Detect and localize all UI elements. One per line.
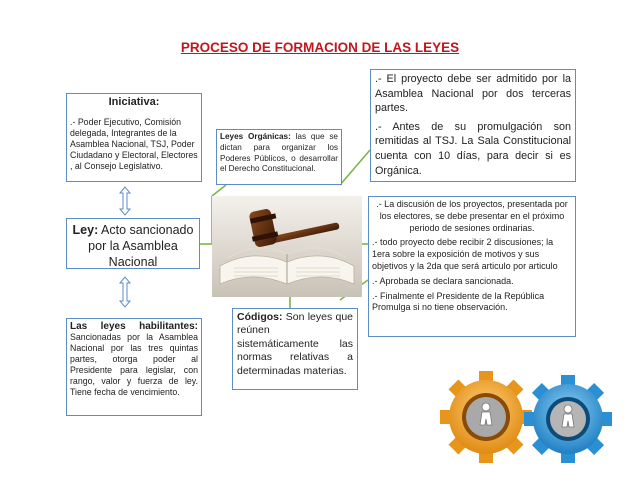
discusion-line-3: .- Aprobada se declara sancionada. xyxy=(372,275,514,286)
book-gavel-icon xyxy=(212,196,362,297)
ley-box xyxy=(66,218,200,269)
admision-box xyxy=(370,69,576,182)
discusion-line-2: .- todo proyecto debe recibir 2 discusiones; la 1era sobre la exposición de motivos y sus objetivos y la 2da que será articulo por articulo xyxy=(372,237,558,271)
connector-admision xyxy=(340,150,370,185)
codigos-box xyxy=(232,308,358,390)
habilitantes-label: Las leyes habilitantes: xyxy=(70,321,198,332)
double-arrow-icon xyxy=(118,186,132,216)
iniciativa-box xyxy=(66,93,202,182)
codigos-text: Son leyes que reúnen sistemáticamente las normas relativas a determinadas materias. xyxy=(237,311,353,377)
admision-line-1: .- El proyecto debe ser admitido por la Asamblea Nacional por dos terceras partes. xyxy=(375,73,571,115)
connector-organicas xyxy=(212,185,226,196)
ley-text: Acto sancionado por la Asamblea Nacional xyxy=(88,223,194,269)
admision-line-2: .- Antes de su promulgación son remitidas al TSJ. La Sala Constitucional cuenta con 10 días, para decir si es Orgánica. xyxy=(375,120,571,177)
ley-label: Ley: xyxy=(72,223,99,237)
discusion-line-1: .- La discusión de los proyectos, presentada por los electores, se debe presentar en el próximo periodo de sesiones ordinarias. xyxy=(376,199,568,233)
discusion-line-4: .- Finalmente el Presidente de la República Promulga si no tiene observación. xyxy=(372,290,545,313)
habilitantes-text: Sancionadas por la Asamblea Nacional por las tres quintas partes, otorga poder al Presidente para legislar, con rango, valor y fuerza de ley. Tiene fecha de vencimiento. xyxy=(70,332,198,397)
page-title: PROCESO DE FORMACION DE LAS LEYES xyxy=(180,40,460,55)
discusion-box xyxy=(368,196,576,337)
organicas-box xyxy=(216,129,342,185)
organicas-label: Leyes Orgánicas: xyxy=(220,132,291,141)
iniciativa-heading: Iniciativa: xyxy=(108,96,160,108)
gears-icon xyxy=(438,355,638,475)
habilitantes-box xyxy=(66,318,202,416)
double-arrow-icon xyxy=(118,276,132,308)
iniciativa-body: .- Poder Ejecutivo, Comisión delegada, Integrantes de la Asamblea Nacional, TSJ, Poder Ciudadano y Electoral, Electores , al Consejo Legislativo. xyxy=(70,117,198,171)
codigos-label: Códigos: xyxy=(237,311,283,323)
organicas-text: las que se dictan para organizar los Poderes Públicos, o desarrollar el Derecho Constitucional. xyxy=(220,132,338,174)
